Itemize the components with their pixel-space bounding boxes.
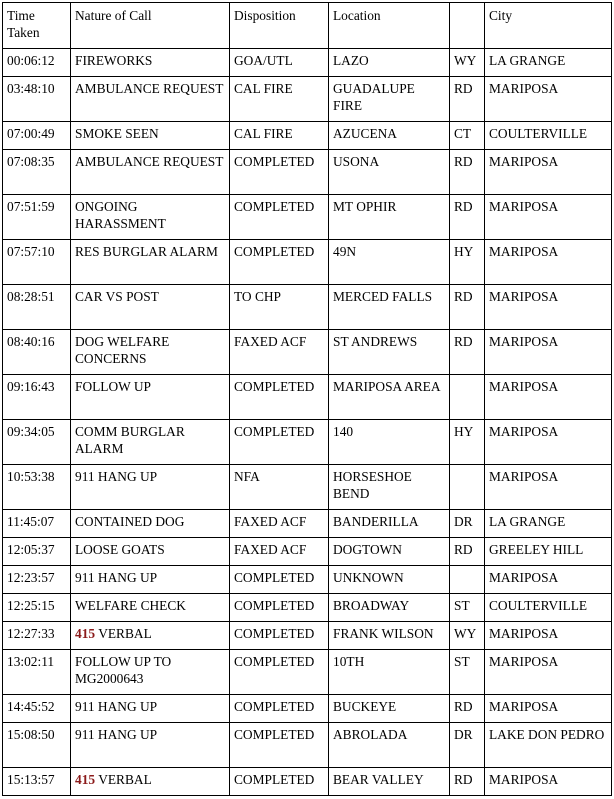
cell-time: 07:08:35 (3, 150, 71, 195)
cell-location: USONA (329, 150, 450, 195)
cell-location: 49N (329, 240, 450, 285)
cell-suffix: DR (450, 510, 485, 538)
table-row (3, 420, 612, 465)
cell-city: COULTERVILLE (485, 122, 612, 150)
cell-suffix: RD (450, 768, 485, 796)
cell-nature (71, 768, 230, 796)
cell-city: LAKE DON PEDRO (485, 723, 612, 768)
cell-time: 15:13:57 (3, 768, 71, 796)
cell-time: 12:25:15 (3, 594, 71, 622)
cell-time: 03:48:10 (3, 77, 71, 122)
cell-city: MARIPOSA (485, 566, 612, 594)
table-row (3, 538, 612, 566)
cell-nature (71, 566, 230, 594)
cell-nature (71, 695, 230, 723)
cell-suffix: WY (450, 622, 485, 650)
cell-suffix: ST (450, 650, 485, 695)
table-row (3, 695, 612, 723)
cell-suffix: ST (450, 594, 485, 622)
call-nature-text: LOOSE GOATS (75, 542, 165, 557)
table-row (3, 768, 612, 796)
cell-nature (71, 375, 230, 420)
table-row (3, 150, 612, 195)
cell-location: ST ANDREWS (329, 330, 450, 375)
cell-suffix: RD (450, 195, 485, 240)
table-row (3, 510, 612, 538)
cell-location: BROADWAY (329, 594, 450, 622)
cell-disposition: CAL FIRE (230, 77, 329, 122)
cell-disposition: FAXED ACF (230, 538, 329, 566)
cell-time: 14:45:52 (3, 695, 71, 723)
col-header-nature: Nature of Call (71, 3, 230, 49)
table-row (3, 566, 612, 594)
table-row (3, 240, 612, 285)
cell-disposition: COMPLETED (230, 723, 329, 768)
cell-time: 11:45:07 (3, 510, 71, 538)
cell-location: BUCKEYE (329, 695, 450, 723)
call-nature-text: 911 HANG UP (75, 727, 158, 742)
cell-disposition: FAXED ACF (230, 330, 329, 375)
cell-city: MARIPOSA (485, 375, 612, 420)
cell-disposition: GOA/UTL (230, 49, 329, 77)
cell-nature (71, 49, 230, 77)
col-header-city: City (485, 3, 612, 49)
cell-suffix: RD (450, 77, 485, 122)
cell-location: BANDERILLA (329, 510, 450, 538)
cell-city: MARIPOSA (485, 465, 612, 510)
cell-city: MARIPOSA (485, 77, 612, 122)
cell-nature (71, 330, 230, 375)
call-code: 415 (75, 772, 96, 787)
cell-nature (71, 240, 230, 285)
cell-suffix: HY (450, 240, 485, 285)
cell-nature (71, 465, 230, 510)
call-nature-text: RES BURGLAR ALARM (75, 244, 218, 259)
cell-disposition: COMPLETED (230, 420, 329, 465)
col-header-disposition: Disposition (230, 3, 329, 49)
cell-suffix: DR (450, 723, 485, 768)
cell-time: 00:06:12 (3, 49, 71, 77)
cell-disposition: NFA (230, 465, 329, 510)
cell-suffix: RD (450, 538, 485, 566)
table-row (3, 285, 612, 330)
table-row (3, 375, 612, 420)
cell-disposition: COMPLETED (230, 375, 329, 420)
call-nature-text: AMBULANCE REQUEST (75, 81, 224, 96)
table-row (3, 330, 612, 375)
call-nature-text: SMOKE SEEN (75, 126, 159, 141)
cell-suffix: RD (450, 695, 485, 723)
call-nature-text: ONGOING HARASSMENT (75, 199, 166, 231)
call-nature-text: 911 HANG UP (75, 469, 158, 484)
cell-disposition: COMPLETED (230, 650, 329, 695)
cell-location: FRANK WILSON (329, 622, 450, 650)
cell-nature (71, 122, 230, 150)
cell-disposition: COMPLETED (230, 622, 329, 650)
cell-nature (71, 594, 230, 622)
call-nature-text: CONTAINED DOG (75, 514, 185, 529)
cell-disposition: COMPLETED (230, 195, 329, 240)
cell-suffix: RD (450, 330, 485, 375)
cell-disposition: COMPLETED (230, 594, 329, 622)
call-log-table (2, 2, 612, 796)
cell-time: 13:02:11 (3, 650, 71, 695)
cell-time: 09:34:05 (3, 420, 71, 465)
call-nature-text: VERBAL (98, 626, 152, 641)
cell-disposition: COMPLETED (230, 695, 329, 723)
cell-nature (71, 538, 230, 566)
cell-disposition: CAL FIRE (230, 122, 329, 150)
cell-suffix (450, 566, 485, 594)
cell-nature (71, 150, 230, 195)
cell-location: DOGTOWN (329, 538, 450, 566)
call-code: 415 (75, 626, 96, 641)
table-row (3, 650, 612, 695)
header-row (3, 3, 612, 49)
cell-city: MARIPOSA (485, 420, 612, 465)
cell-city: LA GRANGE (485, 510, 612, 538)
cell-location: 140 (329, 420, 450, 465)
cell-time: 08:28:51 (3, 285, 71, 330)
cell-location: ABROLADA (329, 723, 450, 768)
cell-time: 12:27:33 (3, 622, 71, 650)
table-row (3, 723, 612, 768)
table-row (3, 77, 612, 122)
cell-city: MARIPOSA (485, 650, 612, 695)
cell-disposition: COMPLETED (230, 150, 329, 195)
call-nature-text: FOLLOW UP (75, 379, 152, 394)
cell-suffix: WY (450, 49, 485, 77)
cell-suffix (450, 465, 485, 510)
call-nature-text: 911 HANG UP (75, 699, 158, 714)
cell-time: 12:23:57 (3, 566, 71, 594)
table-row (3, 594, 612, 622)
cell-time: 10:53:38 (3, 465, 71, 510)
cell-city: MARIPOSA (485, 330, 612, 375)
cell-nature (71, 77, 230, 122)
cell-nature (71, 510, 230, 538)
cell-location: GUADALUPE FIRE (329, 77, 450, 122)
cell-suffix (450, 375, 485, 420)
cell-nature (71, 195, 230, 240)
cell-nature (71, 285, 230, 330)
cell-location: MARIPOSA AREA (329, 375, 450, 420)
call-nature-text: AMBULANCE REQUEST (75, 154, 224, 169)
table-row (3, 122, 612, 150)
cell-city: MARIPOSA (485, 285, 612, 330)
cell-city: MARIPOSA (485, 150, 612, 195)
call-nature-text: 911 HANG UP (75, 570, 158, 585)
cell-suffix: CT (450, 122, 485, 150)
cell-nature (71, 723, 230, 768)
cell-disposition: COMPLETED (230, 566, 329, 594)
cell-city: MARIPOSA (485, 622, 612, 650)
cell-location: MERCED FALLS (329, 285, 450, 330)
cell-city: LA GRANGE (485, 49, 612, 77)
call-nature-text: VERBAL (98, 772, 152, 787)
call-nature-text: DOG WELFARE CONCERNS (75, 334, 170, 366)
cell-city: MARIPOSA (485, 240, 612, 285)
cell-location: 10TH (329, 650, 450, 695)
cell-city: MARIPOSA (485, 768, 612, 796)
cell-location: BEAR VALLEY (329, 768, 450, 796)
table-row (3, 622, 612, 650)
cell-location: UNKNOWN (329, 566, 450, 594)
call-nature-text: FIREWORKS (75, 53, 153, 68)
cell-nature (71, 420, 230, 465)
cell-disposition: TO CHP (230, 285, 329, 330)
cell-time: 08:40:16 (3, 330, 71, 375)
table-row (3, 49, 612, 77)
cell-time: 12:05:37 (3, 538, 71, 566)
call-nature-text: FOLLOW UP TO MG2000643 (75, 654, 172, 686)
cell-suffix: RD (450, 285, 485, 330)
col-header-time: Time Taken (3, 3, 71, 49)
cell-city: MARIPOSA (485, 695, 612, 723)
cell-time: 09:16:43 (3, 375, 71, 420)
cell-location: LAZO (329, 49, 450, 77)
cell-time: 07:51:59 (3, 195, 71, 240)
cell-time: 07:57:10 (3, 240, 71, 285)
cell-suffix: HY (450, 420, 485, 465)
cell-disposition: COMPLETED (230, 768, 329, 796)
cell-suffix: RD (450, 150, 485, 195)
cell-disposition: FAXED ACF (230, 510, 329, 538)
col-header-location: Location (329, 3, 450, 49)
cell-city: GREELEY HILL (485, 538, 612, 566)
call-nature-text: WELFARE CHECK (75, 598, 186, 613)
cell-nature (71, 622, 230, 650)
cell-disposition: COMPLETED (230, 240, 329, 285)
call-log-body (3, 49, 612, 796)
cell-location: AZUCENA (329, 122, 450, 150)
cell-time: 15:08:50 (3, 723, 71, 768)
cell-location: HORSESHOE BEND (329, 465, 450, 510)
col-header-suffix (450, 3, 485, 49)
cell-time: 07:00:49 (3, 122, 71, 150)
cell-city: COULTERVILLE (485, 594, 612, 622)
cell-nature (71, 650, 230, 695)
table-row (3, 195, 612, 240)
table-row (3, 465, 612, 510)
call-nature-text: COMM BURGLAR ALARM (75, 424, 185, 456)
cell-location: MT OPHIR (329, 195, 450, 240)
call-nature-text: CAR VS POST (75, 289, 159, 304)
cell-city: MARIPOSA (485, 195, 612, 240)
